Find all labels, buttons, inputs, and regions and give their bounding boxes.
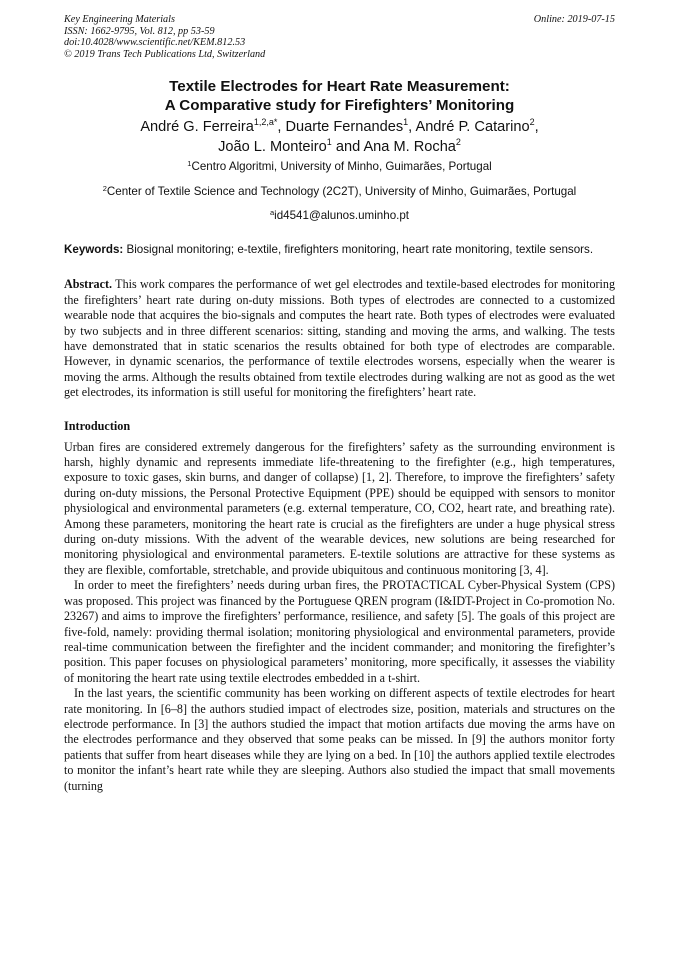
email-mark: a	[269, 208, 275, 218]
author-line-2	[64, 137, 615, 157]
author-affiliation-mark: 1	[403, 117, 409, 128]
author-name: André G. Ferreira	[140, 119, 254, 136]
keywords	[64, 243, 615, 257]
intro-paragraph-2: In order to meet the firefighters’ needs during urban fires, the PROTACTICAL Cyber-Physical System (CPS) was proposed. This project was financed by the Portuguese QREN program (I&IDT-Project in Co-promotion No. 23267) and aims to improve the firefighters’ performance, resilience, and safety [5]. The goals of this project are five-fold, namely: providing thermal isolation; monitoring physiological and environmental parameters, provide real-time communication between the firefighter and the incident commander; and monitoring the firefighter’s position. This paper focuses on physiological parameters’ monitoring, more specifically, it assesses the viability of monitoring the heart rate using textile electrodes embedded in a t-shirt.	[64, 578, 615, 685]
keywords-label: Keywords:	[64, 243, 124, 257]
abstract-text: This work compares the performance of wet gel electrodes and textile-based electrodes for monitoring the firefighters’ heart rate during on-duty missions. Both types of electrodes are connected to a customized wearable node that acquires the bio-signals and computes the heart rate. Both types of electrodes were evaluated by two subjects and in three different scenarios: sitting, standing and moving the arms, and walking. The tests have demonstrated that in static scenarios the results obtained for both type of electrodes are comparable. However, in dynamic scenarios, the performance of textile electrodes worsens, especially when the wearer is moving the arms. Although the results obtained from textile electrodes during walking are not as good as the wet get electrodes, its information is still useful for monitoring the firefighters’ heart rate.	[64, 277, 615, 400]
author-affiliation-mark: 2	[455, 137, 461, 148]
author-name: , André P. Catarino	[408, 119, 530, 136]
keywords-text: Biosignal monitoring; e-textile, firefighters monitoring, heart rate monitoring, textile sensors.	[123, 243, 594, 257]
affiliation-text: Centro Algoritmi, University of Minho, Guimarães, Portugal	[191, 160, 492, 174]
author-affiliation-mark: 1	[326, 137, 332, 148]
paper-page	[64, 14, 615, 794]
author-name: and Ana M. Rocha	[331, 139, 456, 156]
intro-paragraph-3: In the last years, the scientific community has been working on different aspects of textile electrodes for heart rate monitoring. In [6–8] the authors studied impact of electrodes size, position, materials and structures on the electrode performance. In [3] the authors studied the impact that motion artifacts due moving the arms have on the electrodes performance and they observed that some peaks can be missed. In [9] the authors monitor forty patients that suffer from heart diseases while they are lying on a bed. In [10] the authors applied textile electrodes to monitor the infant’s heart rate while they are sleeping. Authors also studied the impact that small movements (turning	[64, 686, 615, 793]
journal-header	[64, 14, 615, 60]
abstract	[64, 277, 615, 400]
email-text: id4541@alunos.uminho.pt	[274, 209, 410, 223]
author-email	[64, 209, 615, 223]
author-affiliation-mark: 2	[529, 117, 535, 128]
title-line-1: Textile Electrodes for Heart Rate Measurement:	[169, 78, 510, 96]
affiliation-text: Center of Textile Science and Technology (2C2T), University of Minho, Guimarães, Portugal	[106, 185, 577, 199]
paper-title	[64, 77, 615, 115]
author-separator: ,	[534, 119, 539, 136]
author-list	[64, 117, 615, 157]
intro-paragraph-1: Urban fires are considered extremely dangerous for the firefighters’ safety as the surrounding environment is harsh, highly dynamic and represents immediate life-threatening to the firefighter (e.g., high temperatures, exposure to toxic gases, skin burns, and danger of collapse) [1, 2]. Therefore, to improve the firefighters’ safety during on-duty missions, the Personal Protective Equipment (PPE) should be equipped with sensors to monitor physiological and environmental parameters (e.g. external temperature, CO, CO2, heart rate, and breathing rate). Among these parameters, monitoring the heart rate is crucial as the firefighters are under a huge physical stress during on-duty missions. With the advent of the wearable devices, new solutions are being researched for monitoring physiological and environmental parameters. E-textile solutions are attractive for these systems as they are flexible, comfortable, stretchable, and provide ubiquitous and continuous monitoring [3, 4].	[64, 439, 615, 577]
journal-name: Key Engineering Materials	[64, 14, 175, 25]
affiliation-2	[64, 185, 615, 199]
abstract-label: Abstract.	[64, 277, 113, 292]
affiliation-mark: 1	[187, 159, 192, 169]
doi: doi:10.4028/www.scientific.net/KEM.812.53	[64, 37, 246, 49]
author-line-1	[64, 117, 615, 137]
copyright: © 2019 Trans Tech Publications Ltd, Switzerland	[64, 48, 266, 60]
author-affiliation-mark: 1,2,a*	[253, 117, 278, 128]
issn: ISSN: 1662-9795, Vol. 812, pp 53-59	[64, 25, 215, 37]
affiliation-mark: 2	[102, 184, 107, 194]
affiliation-1	[64, 160, 615, 174]
online-date: Online: 2019-07-15	[533, 14, 615, 25]
author-name: , Duarte Fernandes	[277, 119, 404, 136]
author-name: João L. Monteiro	[218, 139, 327, 156]
title-line-2: A Comparative study for Firefighters’ Monitoring	[164, 97, 515, 115]
section-heading-introduction: Introduction	[64, 418, 131, 433]
